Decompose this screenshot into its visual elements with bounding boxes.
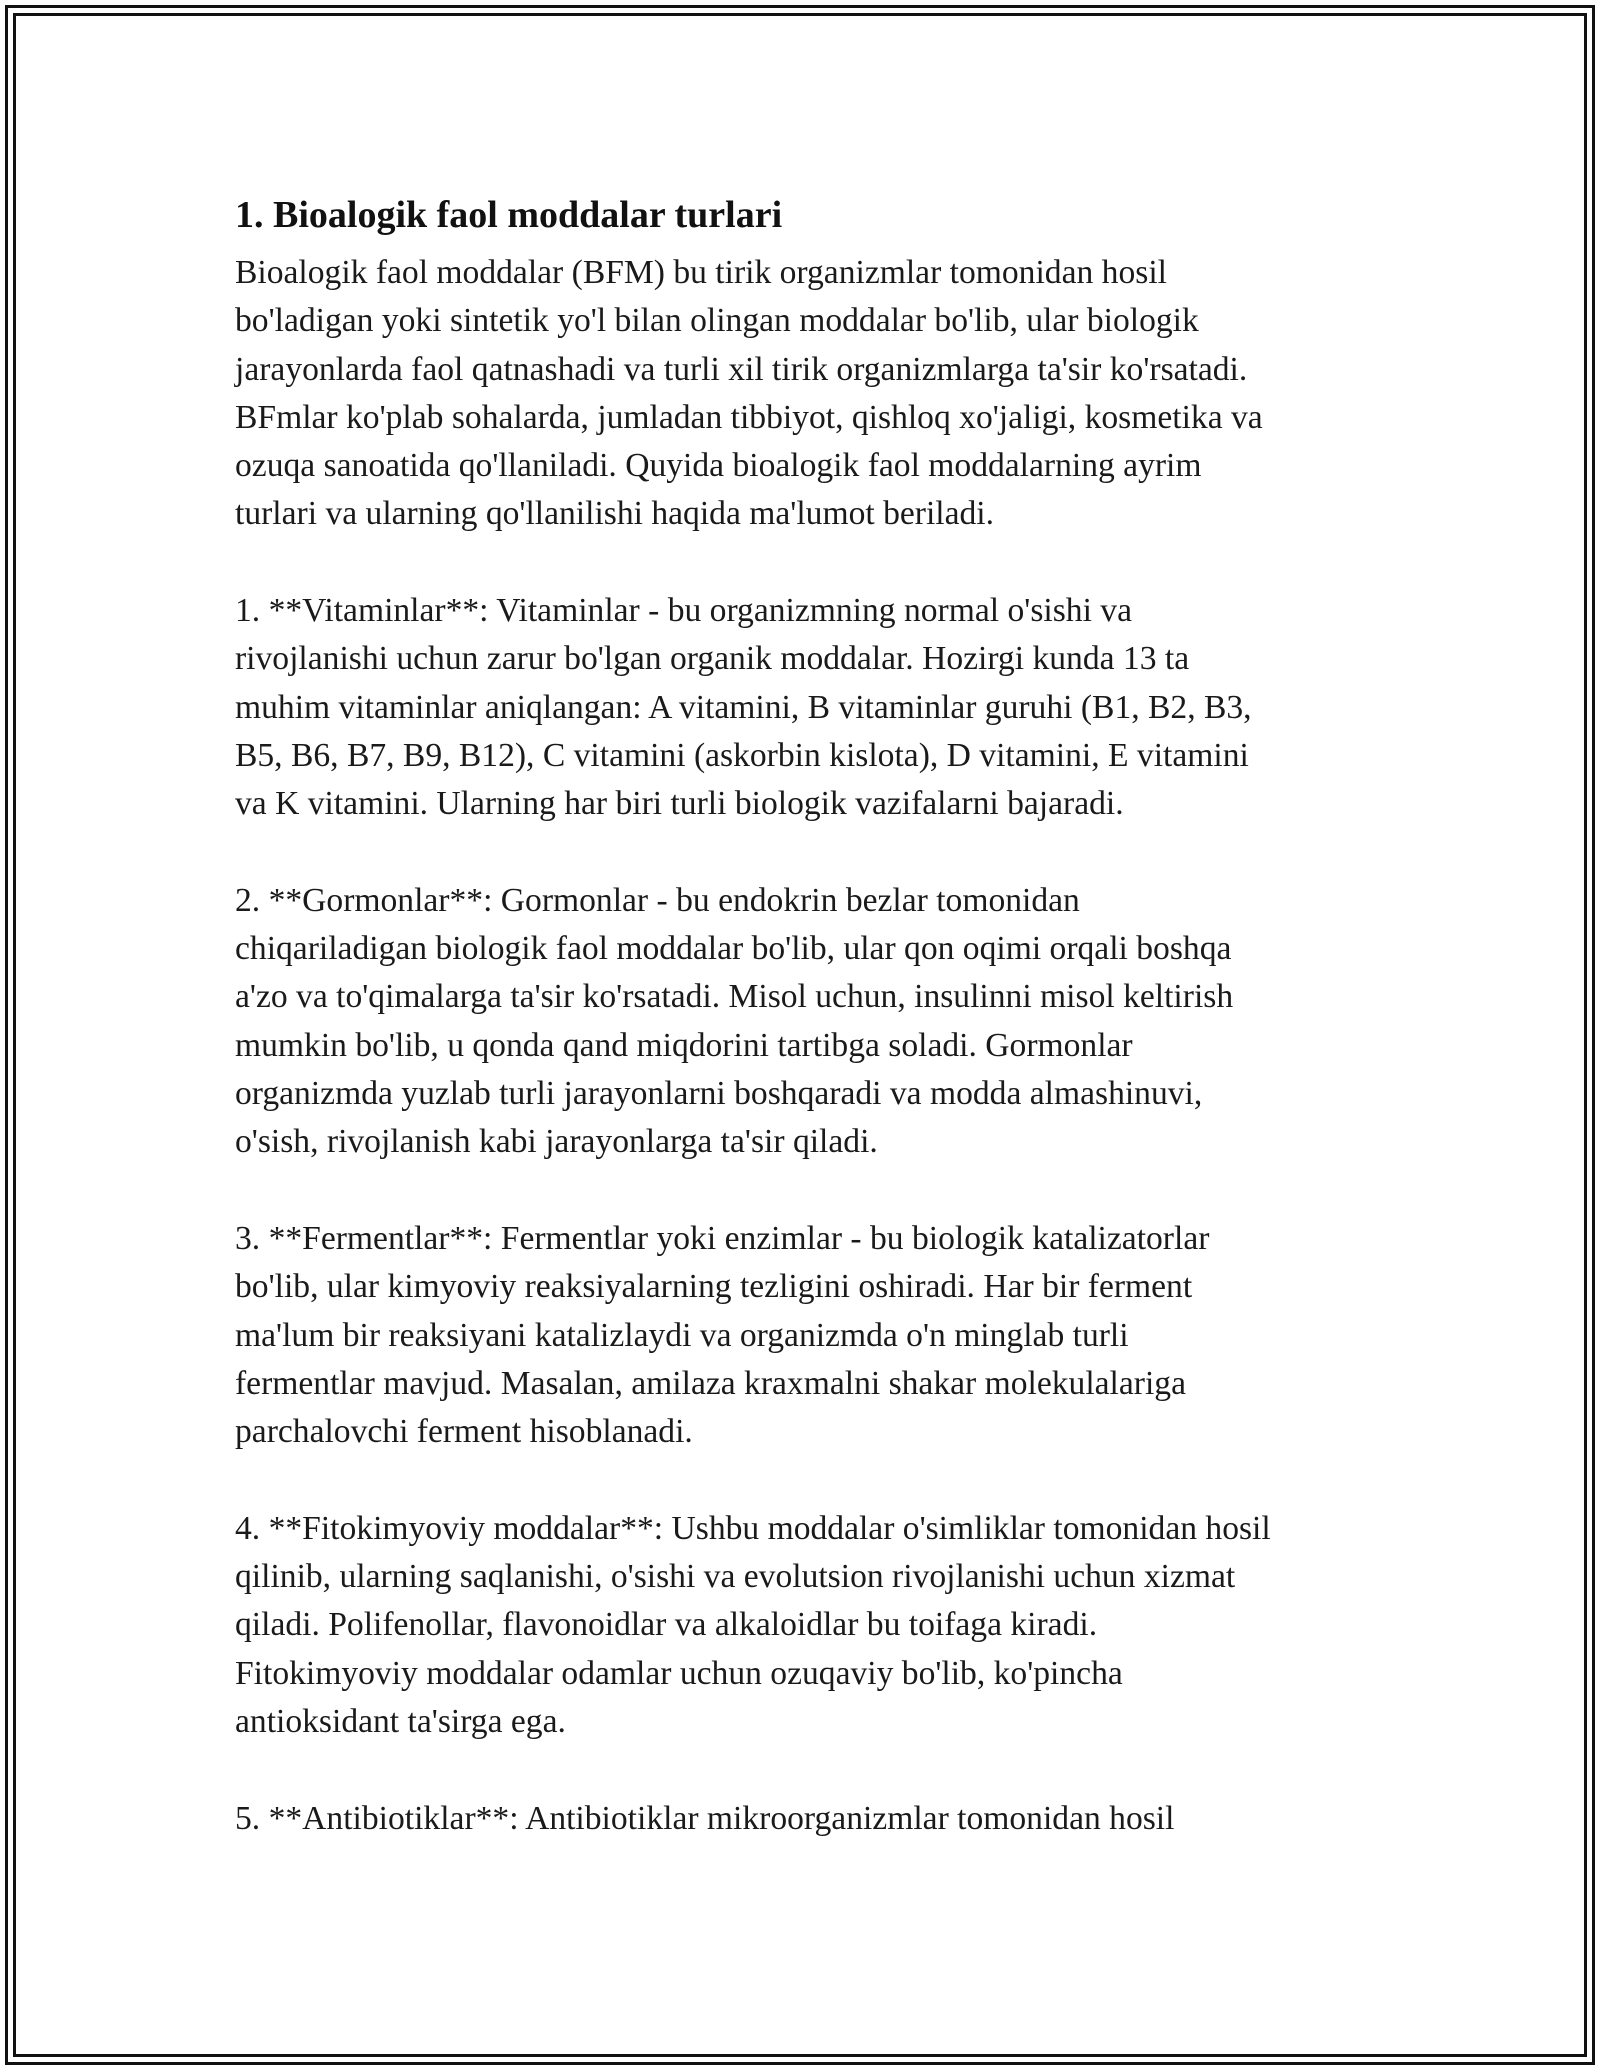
document-body (235, 185, 1385, 1891)
intro-paragraph: Bioalogik faol moddalar (BFM) bu tirik organizmlar tomonidan hosil bo'ladigan yoki sintetik yo'l bilan olingan moddalar bo'lib, ular biologik jarayonlarda faol qatnashadi va turli xil tirik organizmlarga ta'sir ko'rsatadi. BFmlar ko'plab sohalarda, jumladan tibbiyot, qishloq xo'jaligi, kosmetika va ozuqa sanoatida qo'llaniladi. Quyida bioalogik faol moddalarning ayrim turlari va ularning qo'llanilishi haqida ma'lumot beriladi. (235, 254, 1263, 533)
list-item-fermentlar: 3. **Fermentlar**: Fermentlar yoki enzimlar - bu biologik katalizatorlar bo'lib, ular kimyoviy reaksiyalarning tezligini oshiradi. Har bir ferment ma'lum bir reaksiyani katalizlaydi va organizmda o'n minglab turli fermentlar mavjud. Masalan, amilaza kraxmalni shakar molekulalariga parchalovchi ferment hisoblanadi. (235, 1219, 1210, 1451)
list-item-fitokimyoviy: 4. **Fitokimyoviy moddalar**: Ushbu moddalar o'simliklar tomonidan hosil qilinib, ularning saqlanishi, o'sishi va evolutsion rivojlanishi uchun xizmat qiladi. Polifenollar, flavonoidlar va alkaloidlar bu toifaga kiradi. Fitokimyoviy moddalar odamlar uchun ozuqaviy bo'lib, ko'pincha antioksidant ta'sirga ega. (235, 1509, 1271, 1740)
list-item-vitaminlar: 1. **Vitaminlar**: Vitaminlar - bu organizmning normal o'sishi va rivojlanishi uchun zarur bo'lgan organik moddalar. Hozirgi kunda 13 ta muhim vitaminlar aniqlangan: A vitamini, B vitaminlar guruhi (B1, B2, B3, B5, B6, B7, B9, B12), C vitamini (askorbin kislota), D vitamini, E vitamini va K vitamini. Ularning har biri turli biologik vazifalarni bajaradi. (235, 592, 1252, 823)
section-heading: 1. Bioalogik faol moddalar turlari (235, 194, 783, 236)
list-item-gormonlar: 2. **Gormonlar**: Gormonlar - bu endokrin bezlar tomonidan chiqariladigan biologik faol moddalar bo'lib, ular qon oqimi orqali boshqa a'zo va to'qimalarga ta'sir ko'rsatadi. Misol uchun, insulinni misol keltirish mumkin bo'lib, u qonda qand miqdorini tartibga soladi. Gormonlar organizmda yuzlab turli jarayonlarni boshqaradi va modda almashinuvi, o'sish, rivojlanish kabi jarayonlarga ta'sir qiladi. (235, 881, 1234, 1161)
list-item-antibiotiklar: 5. **Antibiotiklar**: Antibiotiklar mikroorganizmlar tomonidan hosil (235, 1799, 1175, 1837)
